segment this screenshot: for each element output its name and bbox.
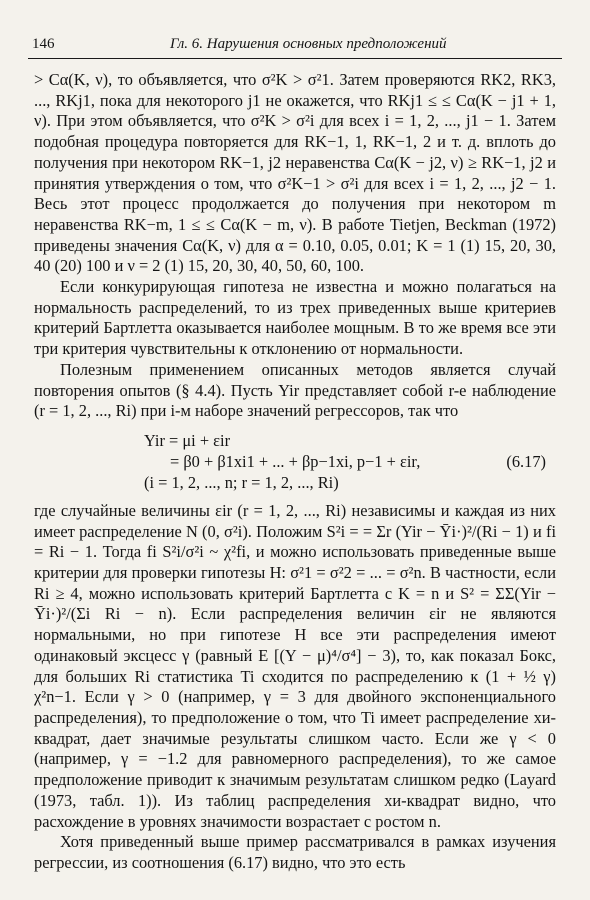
equation-number: (6.17) xyxy=(506,451,546,471)
paragraph-regression-note: Хотя приведенный выше пример рассматривался в рамках изучения регрессии, из соотношения (6.17) видно, что это есть xyxy=(34,832,556,872)
page-number: 146 xyxy=(32,36,55,52)
equation-line: (i = 1, 2, ..., n; r = 1, 2, ..., Ri) xyxy=(144,472,339,492)
paragraph-continuation: > Cα(K, ν), то объявляется, что σ²K > σ²1. Затем проверяются RK2, RK3, ..., RKj1, пока для некоторого j1 не окажется, что RKj1 ≤ ≤ Cα(K − j1 + 1, ν). При этом объявляется, что σ²K > σ²i для всех i = 1, 2, ..., j1 − 1. Затем подобная процедура повторяется для RK−1, 1, RK−1, 2 и т. д. вплоть до получения при некотором RK−1, j2 неравенства Cα(K − j2, ν) ≥ RK−1, j2 и принятия утверждения о том, что σ²K−1 > σ²i для всех i = 1, 2, ..., j2 − 1. Весь этот процесс продолжается до получения при некотором m неравенства RK−m, 1 ≤ ≤ Cα(K − m, ν). В работе Tietjen, Beckman (1972) приведены значения Cα(K, ν) для α = 0.10, 0.05, 0.01; K = 1 (1) 15, 20, 30, 40 (20) 100 и ν = 2 (1) 15, 20, 30, 40, 50, 60, 100. xyxy=(34,70,556,276)
page-body xyxy=(34,70,556,874)
paragraph-random-variables: где случайные величины εir (r = 1, 2, ..., Ri) независимы и каждая из них имеет распределение N (0, σ²i). Положим S²i = = Σr (Yir − Ȳi·)²/(Ri − 1) и fi = Ri − 1. Тогда fi S²i/σ²i ~ χ²fi, и можно использовать приведенные выше критерии для проверки гипотезы H: σ²1 = σ²2 = ... = σ²n. В частности, если Ri ≥ 4, можно использовать критерий Бартлетта с K = n и S² = ΣΣ(Yir − Ȳi·)²/(Σi Ri − n). Если распределения величин εir не являются нормальными, но при гипотезе H все эти распределения имеют одинаковый эксцесс γ (равный E [(Y − μ)⁴/σ⁴] − 3), то, как показал Бокс, для больших Ri статистика Ti сходится по распределению к (1 + ½ γ) χ²n−1. Если γ > 0 (например, γ = 3 для двойного экспоненциального распределения), то предположение о том, что Ti имеет распределение хи-квадрат, дает значимые результаты слишком часто. Если же γ < 0 (например, γ = −1.2 для равномерного распределения), то же самое предположение приводит к значимым результатам слишком редко (Layard (1973, табл. 1)). Из таблиц распределения хи-квадрат видно, что расхождение в уровнях значимости возрастает с ростом n. xyxy=(34,500,556,831)
paragraph-repeated-experiments: Полезным применением описанных методов является случай повторения опытов (§ 4.4). Пусть Yir представляет собой r-е наблюдение (r = 1, 2, ..., Ri) при i-м наборе значений регрессоров, так что xyxy=(34,359,556,421)
running-head xyxy=(28,34,562,59)
equation-line: = β0 + β1xi1 + ... + βp−1xi, p−1 + εir, xyxy=(170,451,421,471)
chapter-title: Гл. 6. Нарушения основных предположений xyxy=(170,36,447,52)
paragraph-bartlett-power: Если конкурирующая гипотеза не известна и можно полагаться на нормальность распределений, то из трех приведенных выше критериев критерий Бартлетта оказывается наиболее мощным. В то же время все эти три критерия чувствительны к отклонению от нормальности. xyxy=(34,277,556,359)
equation-line: Yir = μi + εir xyxy=(144,430,231,450)
equation-6-17 xyxy=(34,430,556,493)
